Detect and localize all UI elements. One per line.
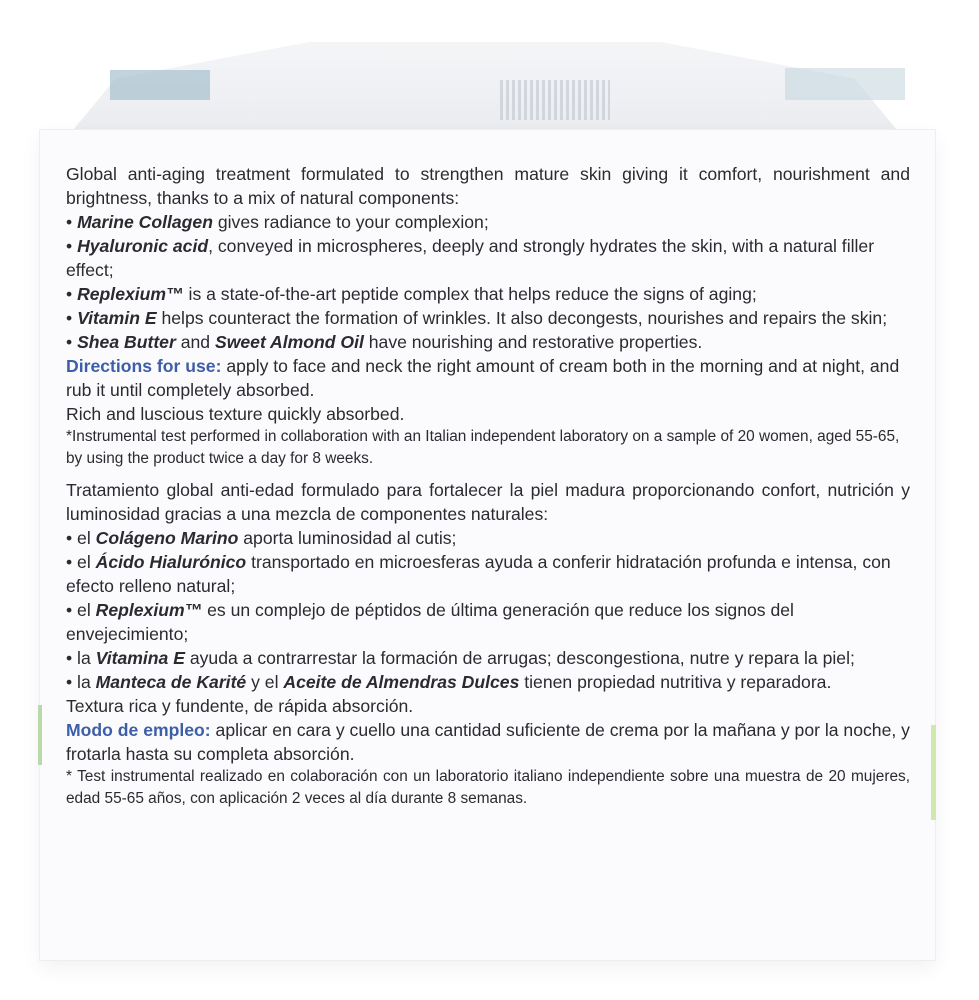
- es-bullet-4: • la Vitamina E ayuda a contrarrestar la formación de arrugas; descongestiona, nutre y repara la piel;: [66, 648, 855, 668]
- en-directions: Directions for use: apply to face and neck the right amount of cream both in the morning and at night, and rub it until completely absorbed.: [66, 356, 900, 400]
- box-top-label-right: [785, 68, 905, 100]
- en-bullet-4: • Vitamin E helps counteract the formation of wrinkles. It also decongests, nourishes and repairs the skin;: [66, 308, 888, 328]
- en-directions-label: Directions for use:: [66, 356, 222, 376]
- es-directions-label: Modo de empleo:: [66, 720, 211, 740]
- es-bullet-1: • el Colágeno Marino aporta luminosidad al cutis;: [66, 528, 457, 548]
- product-description: [66, 162, 910, 810]
- green-edge-right: [931, 725, 936, 820]
- en-texture: Rich and luscious texture quickly absorbed.: [66, 404, 405, 424]
- es-footnote: * Test instrumental realizado en colaboración con un laboratorio italiano independiente sobre una muestra de 20 mujeres, edad 55-65 años, con aplicación 2 veces al día durante 8 semanas.: [66, 768, 910, 807]
- es-directions: Modo de empleo: aplicar en cara y cuello una cantidad suficiente de crema por la mañana y por la noche, y frotarla hasta su completa absorción.: [66, 720, 910, 764]
- green-edge-left: [38, 705, 42, 765]
- es-texture: Textura rica y fundente, de rápida absorción.: [66, 696, 414, 716]
- en-bullet-1: • Marine Collagen gives radiance to your complexion;: [66, 212, 489, 232]
- en-intro: Global anti-aging treatment formulated to strengthen mature skin giving it comfort, nourishment and brightness, thanks to a mix of natural components:: [66, 164, 910, 208]
- es-bullet-5: • la Manteca de Karité y el Aceite de Almendras Dulces tienen propiedad nutritiva y reparadora.: [66, 672, 832, 692]
- es-intro: Tratamiento global anti-edad formulado para fortalecer la piel madura proporcionando confort, nutrición y luminosidad gracias a una mezcla de componentes naturales:: [66, 480, 910, 524]
- box-top-print: [500, 80, 610, 120]
- en-bullet-3: • Replexium™ is a state-of-the-art peptide complex that helps reduce the signs of aging;: [66, 284, 757, 304]
- en-bullet-5: • Shea Butter and Sweet Almond Oil have nourishing and restorative properties.: [66, 332, 703, 352]
- es-bullet-2: • el Ácido Hialurónico transportado en microesferas ayuda a conferir hidratación profunda e intensa, con efecto relleno natural;: [66, 552, 891, 596]
- box-top-label-left: [110, 70, 210, 100]
- en-bullet-2: • Hyaluronic acid, conveyed in microspheres, deeply and strongly hydrates the skin, with a natural filler effect;: [66, 236, 875, 280]
- es-bullet-3: • el Replexium™ es un complejo de péptidos de última generación que reduce los signos del envejecimiento;: [66, 600, 794, 644]
- en-footnote: *Instrumental test performed in collaboration with an Italian independent laboratory on a sample of 20 women, aged 55-65, by using the product twice a day for 8 weeks.: [66, 428, 900, 467]
